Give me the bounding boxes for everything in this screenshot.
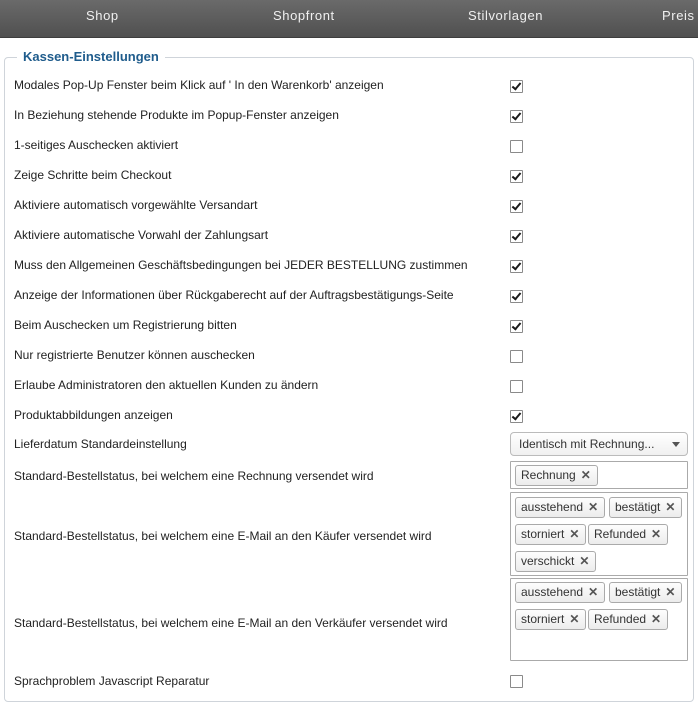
checkmark-icon: [512, 170, 522, 180]
setting-checkbox[interactable]: [510, 80, 523, 93]
chevron-down-icon: [672, 442, 680, 447]
seller-email-status-tag-input[interactable]: [510, 578, 688, 661]
close-icon[interactable]: ✕: [665, 585, 676, 599]
status-tag: ausstehend ✕: [515, 497, 605, 518]
checkmark-icon: [512, 200, 522, 210]
status-tag: bestätigt ✕: [609, 497, 682, 518]
delivery-date-select[interactable]: [510, 432, 688, 456]
setting-label: Aktiviere automatische Vorwahl der Zahlungsart: [14, 228, 269, 242]
setting-checkbox[interactable]: [510, 350, 523, 363]
delivery-date-label: Lieferdatum Standardeinstellung: [14, 437, 187, 451]
setting-checkbox[interactable]: [510, 170, 523, 183]
close-icon[interactable]: ✕: [580, 468, 591, 482]
setting-checkbox[interactable]: [510, 410, 523, 423]
setting-label: Beim Auschecken um Registrierung bitten: [14, 318, 237, 332]
close-icon[interactable]: ✕: [665, 500, 676, 514]
close-icon[interactable]: ✕: [588, 500, 599, 514]
setting-label: Anzeige der Informationen über Rückgaberecht auf der Auftragsbestätigungs-Seite: [14, 288, 454, 302]
setting-checkbox[interactable]: [510, 110, 523, 123]
setting-checkbox[interactable]: [510, 200, 523, 213]
checkmark-icon: [512, 80, 522, 90]
setting-checkbox[interactable]: [510, 290, 523, 303]
setting-checkbox[interactable]: [510, 230, 523, 243]
setting-label: Produktabbildungen anzeigen: [14, 408, 173, 422]
close-icon[interactable]: ✕: [569, 527, 580, 541]
checkmark-icon: [512, 320, 522, 330]
checkmark-icon: [512, 410, 522, 420]
buyer-email-status-label: Standard-Bestellstatus, bei welchem eine E-Mail an den Käufer versendet wird: [14, 529, 432, 543]
checkmark-icon: [512, 290, 522, 300]
status-tag: Refunded ✕: [588, 609, 668, 630]
setting-label: Zeige Schritte beim Checkout: [14, 168, 172, 182]
checkmark-icon: [512, 230, 522, 240]
status-tag: ausstehend ✕: [515, 582, 605, 603]
section-title: Kassen-Einstellungen: [17, 49, 165, 64]
checkmark-icon: [512, 260, 522, 270]
buyer-email-status-tag-input[interactable]: [510, 492, 688, 576]
invoice-status-label: Standard-Bestellstatus, bei welchem eine Rechnung versendet wird: [14, 469, 374, 483]
checkout-settings-fieldset: [4, 49, 694, 702]
status-tag: bestätigt ✕: [609, 582, 682, 603]
setting-checkbox[interactable]: [510, 320, 523, 333]
setting-label: In Beziehung stehende Produkte im Popup-Fenster anzeigen: [14, 108, 339, 122]
status-tag: storniert ✕: [515, 609, 586, 630]
setting-label: 1-seitiges Auschecken aktiviert: [14, 138, 179, 152]
setting-checkbox[interactable]: [510, 140, 523, 153]
nav-tab-shop[interactable]: Shop: [86, 8, 119, 23]
checkmark-icon: [512, 110, 522, 120]
setting-label: Nur registrierte Benutzer können auschecken: [14, 348, 255, 362]
status-tag: storniert ✕: [515, 524, 586, 545]
nav-tab-stilvorlagen[interactable]: Stilvorlagen: [468, 8, 544, 23]
nav-tab-preis[interactable]: Preis: [662, 8, 695, 23]
seller-email-status-label: Standard-Bestellstatus, bei welchem eine E-Mail an den Verkäufer versendet wird: [14, 616, 448, 630]
invoice-status-tag-input[interactable]: [510, 461, 688, 489]
delivery-date-value: Identisch mit Rechnung...: [519, 437, 655, 451]
status-tag: Refunded ✕: [588, 524, 668, 545]
status-tag: verschickt ✕: [515, 551, 596, 572]
close-icon[interactable]: ✕: [651, 527, 662, 541]
setting-checkbox[interactable]: [510, 260, 523, 273]
nav-tab-shopfront[interactable]: Shopfront: [273, 8, 335, 23]
js-fix-checkbox[interactable]: [510, 675, 523, 688]
js-fix-label: Sprachproblem Javascript Reparatur: [14, 674, 210, 688]
setting-label: Aktiviere automatisch vorgewählte Versandart: [14, 198, 258, 212]
setting-label: Erlaube Administratoren den aktuellen Kunden zu ändern: [14, 378, 319, 392]
close-icon[interactable]: ✕: [588, 585, 599, 599]
close-icon[interactable]: ✕: [651, 612, 662, 626]
top-navigation: [0, 0, 698, 38]
status-tag: Rechnung ✕: [515, 465, 598, 486]
setting-label: Modales Pop-Up Fenster beim Klick auf ' In den Warenkorb' anzeigen: [14, 78, 384, 92]
close-icon[interactable]: ✕: [569, 612, 580, 626]
setting-label: Muss den Allgemeinen Geschäftsbedingungen bei JEDER BESTELLUNG zustimmen: [14, 258, 468, 272]
close-icon[interactable]: ✕: [579, 554, 590, 568]
setting-checkbox[interactable]: [510, 380, 523, 393]
